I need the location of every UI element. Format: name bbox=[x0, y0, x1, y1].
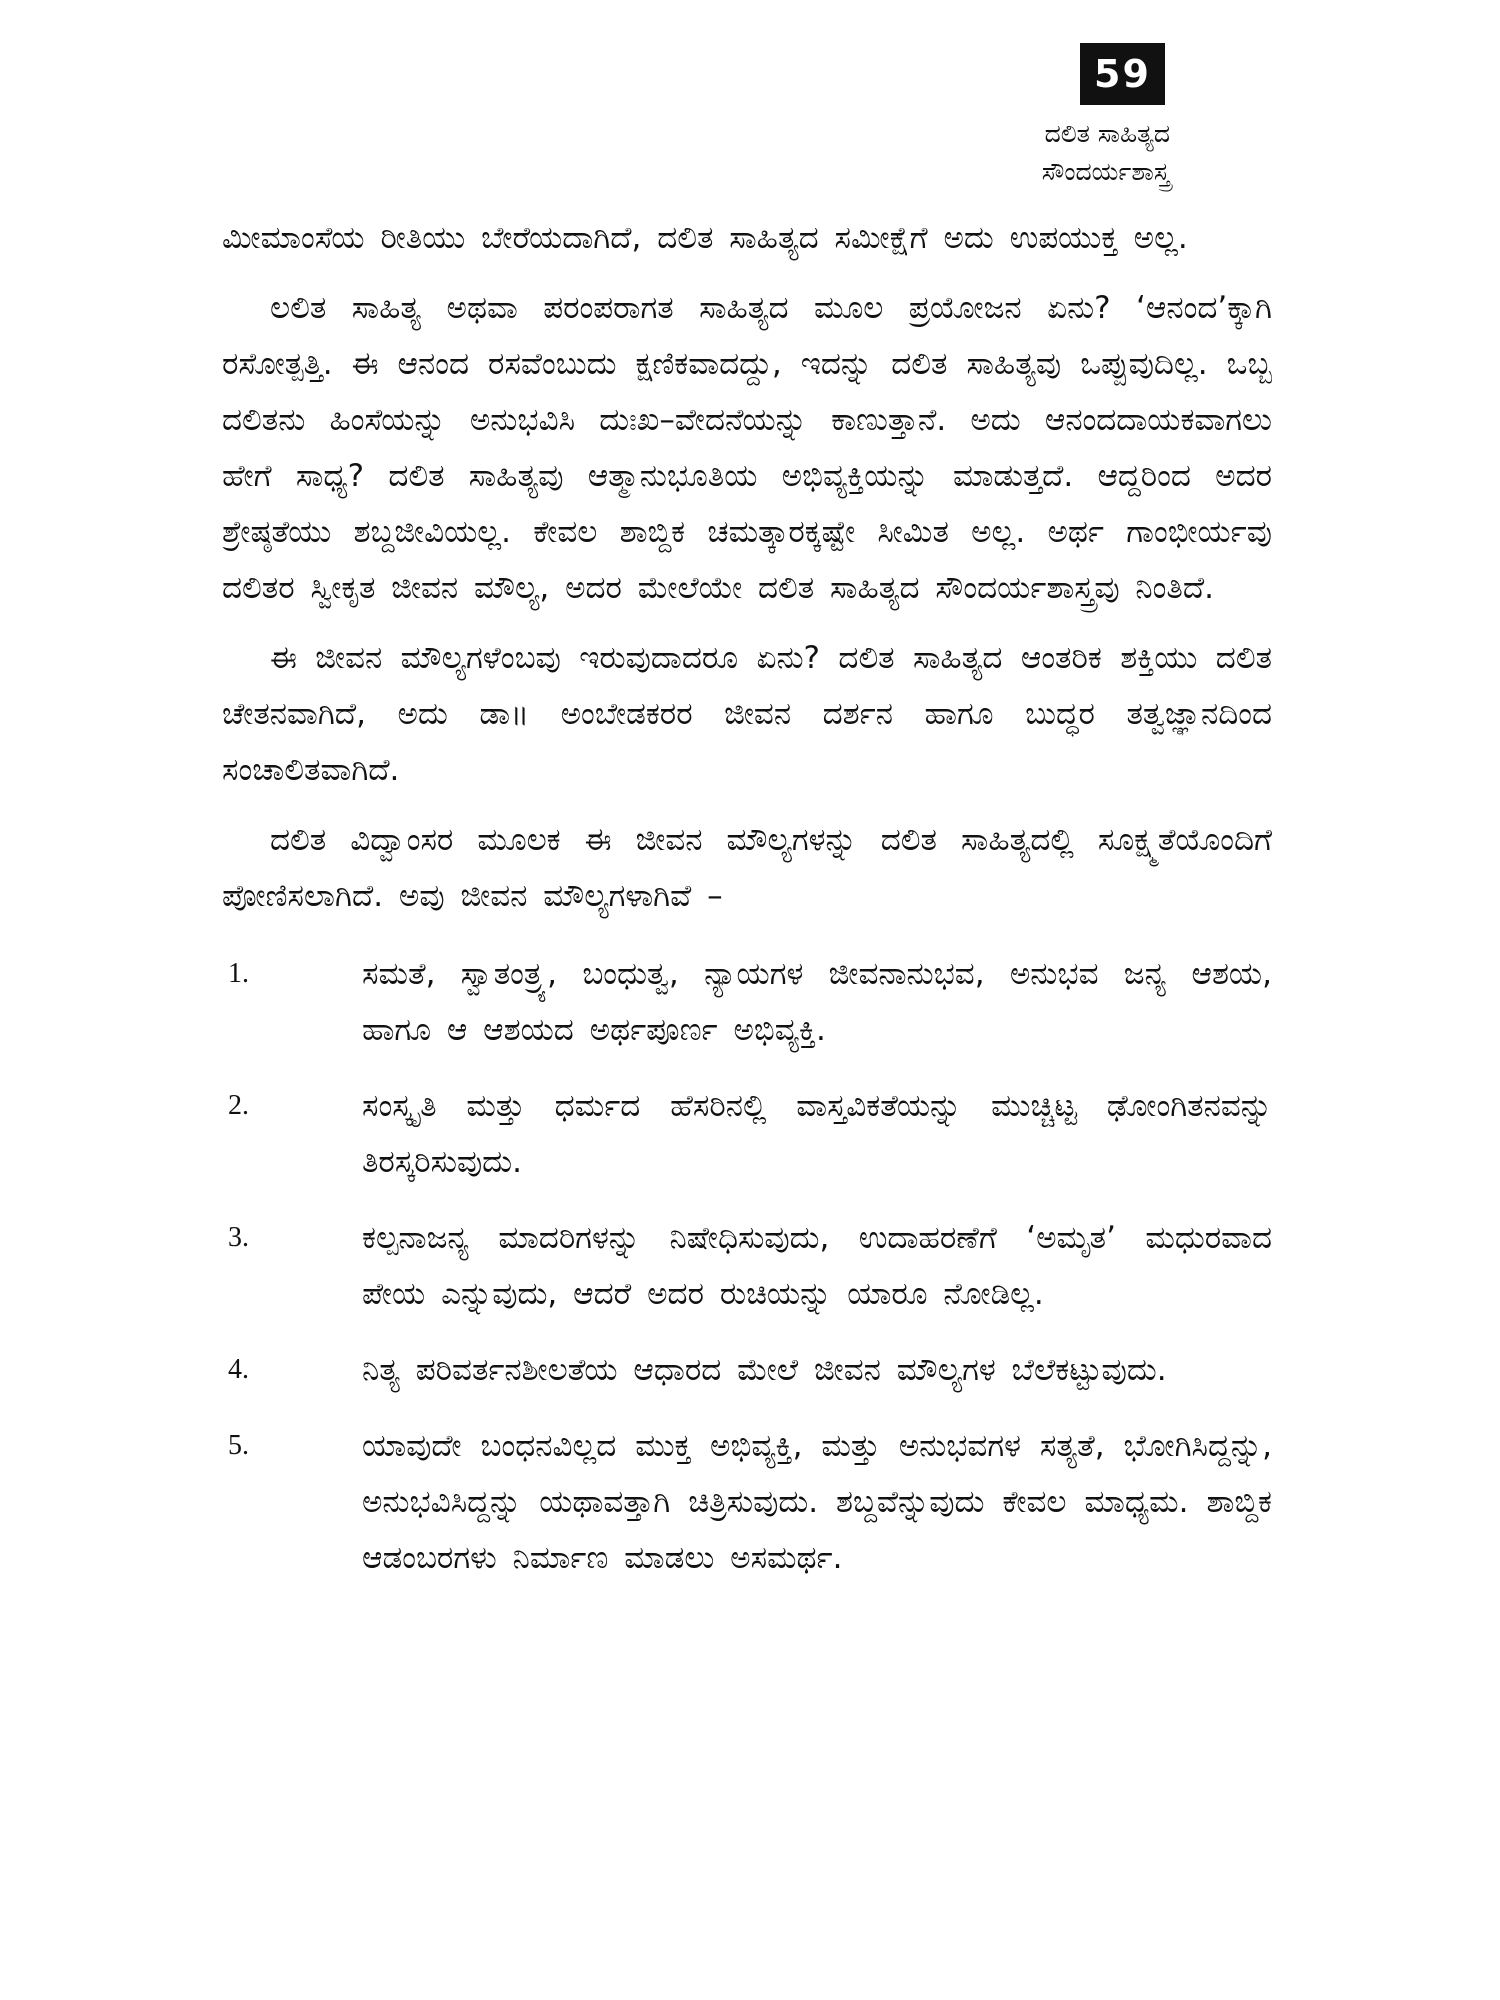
list-item-text: ಯಾವುದೇ ಬಂಧನವಿಲ್ಲದ ಮುಕ್ತ ಅಭಿವ್ಯಕ್ತಿ, ಮತ್ತು ಅನುಭವಗಳ ಸತ್ಯತೆ, ಭೋಗಿಸಿದ್ದನ್ನು, ಅನುಭವಿಸಿದ್ದನ್ನು ಯಥಾವತ್ತಾಗಿ ಚಿತ್ರಿಸುವುದು. ಶಬ್ದವೆನ್ನುವುದು ಕೇವಲ ಮಾಧ್ಯಮ. ಶಾಬ್ದಿಕ ಆಡಂಬರಗಳು ನಿರ್ಮಾಣ ಮಾಡಲು ಅಸಮರ್ಥ. bbox=[362, 1428, 1272, 1576]
list-item-number: 1. bbox=[228, 958, 249, 989]
list-item bbox=[222, 1210, 1272, 1322]
running-header-line-1: ದಲಿತ ಸಾಹಿತ್ಯದ bbox=[1044, 119, 1170, 148]
list-item bbox=[222, 1078, 1272, 1190]
list-item-number: 5. bbox=[228, 1430, 249, 1461]
list-item bbox=[222, 1342, 1272, 1398]
list-item-number: 4. bbox=[228, 1354, 249, 1385]
paragraph: ಲಲಿತ ಸಾಹಿತ್ಯ ಅಥವಾ ಪರಂಪರಾಗತ ಸಾಹಿತ್ಯದ ಮೂಲ ಪ್ರಯೋಜನ ಏನು? ‘ಆನಂದ’ಕ್ಕಾಗಿ ರಸೋತ್ಪತ್ತಿ. ಈ ಆನಂದ ರಸವೆಂಬುದು ಕ್ಷಣಿಕವಾದದ್ದು, ಇದನ್ನು ದಲಿತ ಸಾಹಿತ್ಯವು ಒಪ್ಪುವುದಿಲ್ಲ. ಒಬ್ಬ ದಲಿತನು ಹಿಂಸೆಯನ್ನು ಅನುಭವಿಸಿ ದುಃಖ–ವೇದನೆಯನ್ನು ಕಾಣುತ್ತಾನೆ. ಅದು ಆನಂದದಾಯಕವಾಗಲು ಹೇಗೆ ಸಾಧ್ಯ? ದಲಿತ ಸಾಹಿತ್ಯವು ಆತ್ಮಾನುಭೂತಿಯ ಅಭಿವ್ಯಕ್ತಿಯನ್ನು ಮಾಡುತ್ತದೆ. ಆದ್ದರಿಂದ ಅದರ ಶ್ರೇಷ್ಠತೆಯು ಶಬ್ದಜೀವಿಯಲ್ಲ. ಕೇವಲ ಶಾಬ್ದಿಕ ಚಮತ್ಕಾರಕ್ಕಷ್ಟೇ ಸೀಮಿತ ಅಲ್ಲ. ಅರ್ಥ ಗಾಂಭೀರ್ಯವು ದಲಿತರ ಸ್ವೀಕೃತ ಜೀವನ ಮೌಲ್ಯ, ಅದರ ಮೇಲೆಯೇ ದಲಿತ ಸಾಹಿತ್ಯದ ಸೌಂದರ್ಯಶಾಸ್ತ್ರವು ನಿಂತಿದೆ. bbox=[222, 290, 1272, 606]
page-number: 59 bbox=[1080, 43, 1165, 105]
list-item-number: 2. bbox=[228, 1090, 249, 1121]
list-item-text: ಕಲ್ಪನಾಜನ್ಯ ಮಾದರಿಗಳನ್ನು ನಿಷೇಧಿಸುವುದು, ಉದಾಹರಣೆಗೆ ‘ಅಮೃತ’ ಮಧುರವಾದ ಪೇಯ ಎನ್ನುವುದು, ಆದರೆ ಅದರ ರುಚಿಯನ್ನು ಯಾರೂ ನೋಡಿಲ್ಲ. bbox=[362, 1220, 1272, 1312]
running-header-line-2: ಸೌಂದರ್ಯಶಾಸ್ತ್ರ bbox=[1041, 157, 1170, 186]
paragraph: ದಲಿತ ವಿದ್ವಾಂಸರ ಮೂಲಕ ಈ ಜೀವನ ಮೌಲ್ಯಗಳನ್ನು ದಲಿತ ಸಾಹಿತ್ಯದಲ್ಲಿ ಸೂಕ್ಷ್ಮತೆಯೊಂದಿಗೆ ಪೋಣಿಸಲಾಗಿದೆ. ಅವು ಜೀವನ ಮೌಲ್ಯಗಳಾಗಿವೆ – bbox=[222, 822, 1272, 914]
running-header bbox=[900, 115, 1170, 191]
paragraph-continuation: ಮೀಮಾಂಸೆಯ ರೀತಿಯು ಬೇರೆಯದಾಗಿದೆ, ದಲಿತ ಸಾಹಿತ್ಯದ ಸಮೀಕ್ಷೆಗೆ ಅದು ಉಪಯುಕ್ತ ಅಲ್ಲ. bbox=[222, 220, 1188, 256]
list-item-text: ನಿತ್ಯ ಪರಿವರ್ತನಶೀಲತೆಯ ಆಧಾರದ ಮೇಲೆ ಜೀವನ ಮೌಲ್ಯಗಳ ಬೆಲೆಕಟ್ಟುವುದು. bbox=[362, 1352, 1167, 1388]
list-item-number: 3. bbox=[228, 1222, 249, 1253]
list-item bbox=[222, 1418, 1272, 1586]
list-item-text: ಸಮತೆ, ಸ್ವಾತಂತ್ರ್ಯ, ಬಂಧುತ್ವ, ನ್ಯಾಯಗಳ ಜೀವನಾನುಭವ, ಅನುಭವ ಜನ್ಯ ಆಶಯ, ಹಾಗೂ ಆ ಆಶಯದ ಅರ್ಥಪೂರ್ಣ ಅಭಿವ್ಯಕ್ತಿ. bbox=[362, 956, 1272, 1048]
values-list bbox=[222, 946, 1272, 1586]
list-item-text: ಸಂಸ್ಕೃತಿ ಮತ್ತು ಧರ್ಮದ ಹೆಸರಿನಲ್ಲಿ ವಾಸ್ತವಿಕತೆಯನ್ನು ಮುಚ್ಚಿಟ್ಟ ಢೋಂಗಿತನವನ್ನು ತಿರಸ್ಕರಿಸುವುದು. bbox=[362, 1088, 1272, 1180]
body-text bbox=[222, 210, 1272, 1606]
list-item bbox=[222, 946, 1272, 1058]
paragraph: ಈ ಜೀವನ ಮೌಲ್ಯಗಳೆಂಬವು ಇರುವುದಾದರೂ ಏನು? ದಲಿತ ಸಾಹಿತ್ಯದ ಆಂತರಿಕ ಶಕ್ತಿಯು ದಲಿತ ಚೇತನವಾಗಿದೆ, ಅದು ಡಾ॥ ಅಂಬೇಡಕರರ ಜೀವನ ದರ್ಶನ ಹಾಗೂ ಬುದ್ಧರ ತತ್ವಜ್ಞಾನದಿಂದ ಸಂಚಾಲಿತವಾಗಿದೆ. bbox=[222, 640, 1272, 788]
